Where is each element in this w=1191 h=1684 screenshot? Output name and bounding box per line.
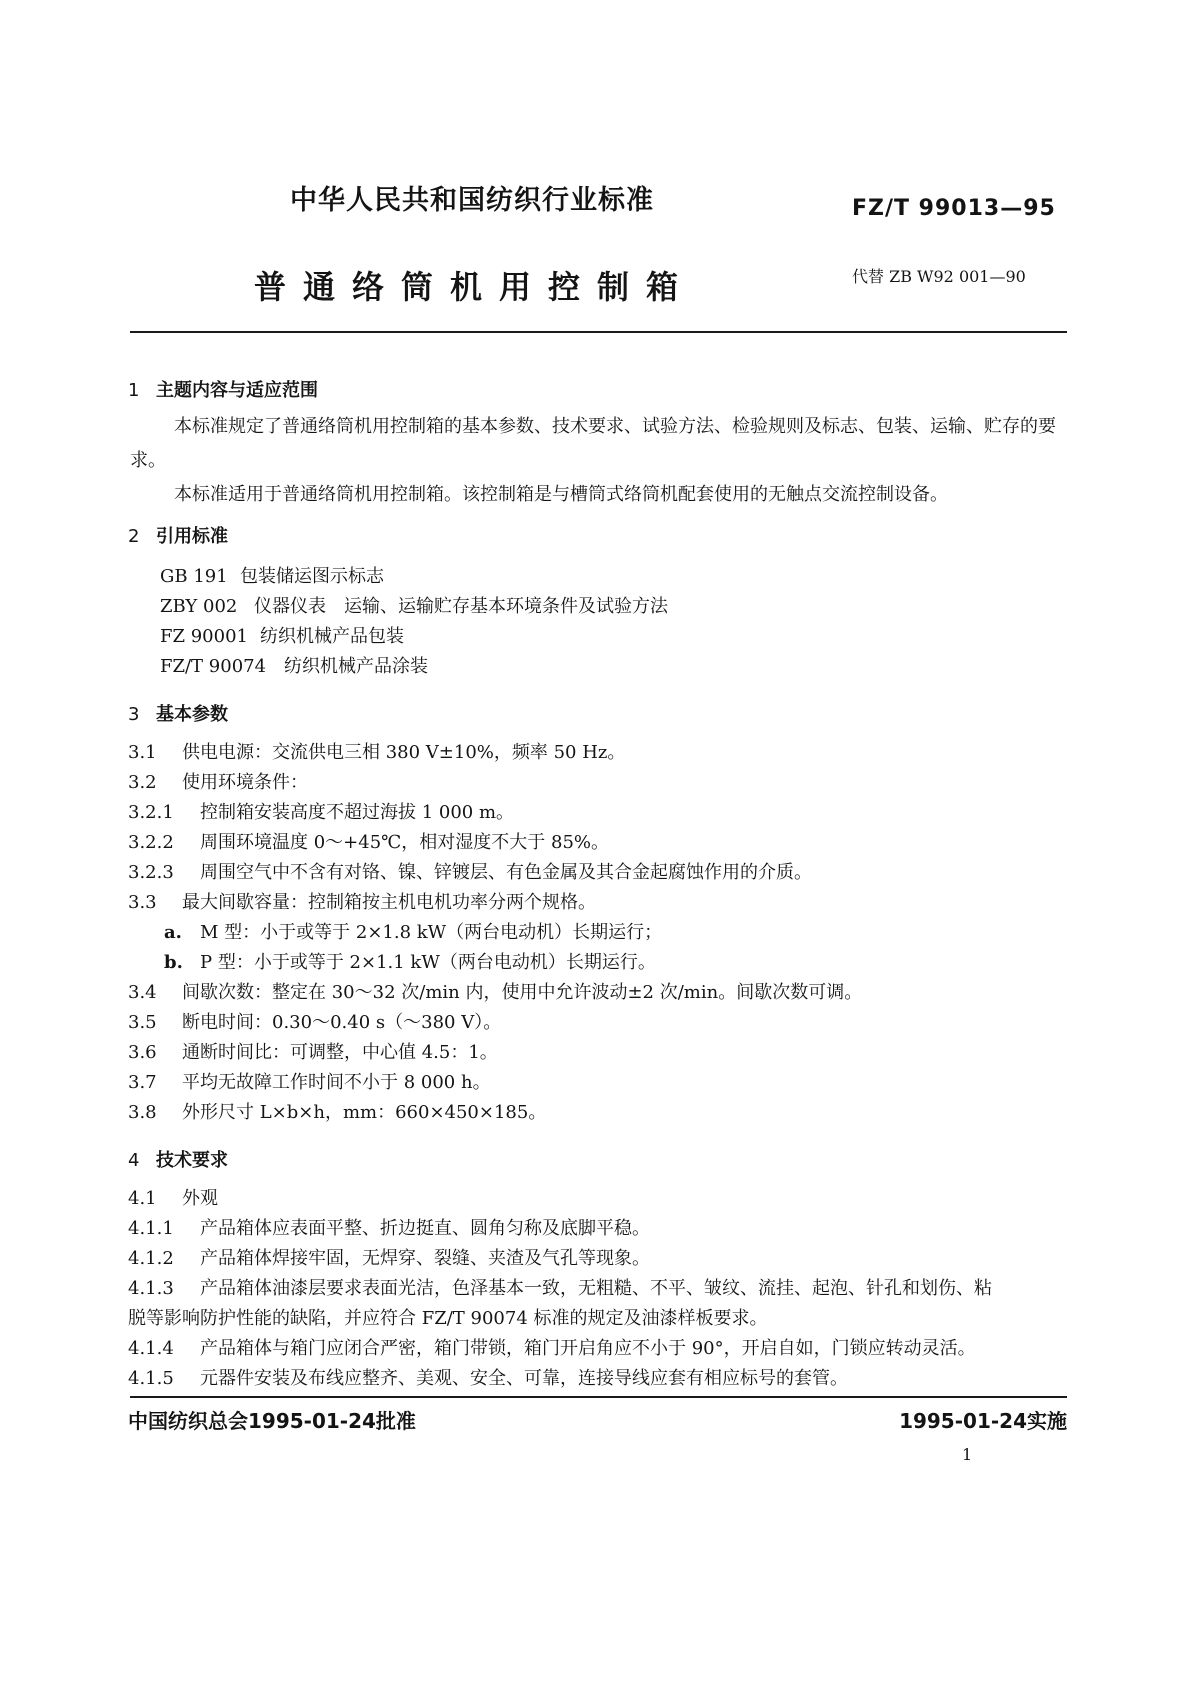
section-3-heading xyxy=(128,700,228,726)
header-rule xyxy=(130,331,1067,333)
clause-number: 4.1.1 xyxy=(128,1218,174,1239)
clause-3-2-1 xyxy=(128,802,514,825)
reference-code: FZ 90001 xyxy=(160,626,248,647)
clause-number: 3.2.1 xyxy=(128,802,174,823)
clause-text: 通断时间比：可调整，中心值 4.5：1。 xyxy=(182,1042,498,1063)
document-title: 普通络筒机用控制箱 xyxy=(254,268,696,306)
reference-name: 纺织机械产品包装 xyxy=(260,626,404,647)
clause-text: 产品箱体焊接牢固，无焊穿、裂缝、夹渣及气孔等现象。 xyxy=(200,1248,650,1269)
clause-number: 3.8 xyxy=(128,1102,157,1123)
clause-number: b. xyxy=(164,952,183,973)
section-number: 1 xyxy=(128,380,140,401)
reference-name: 包装储运图示标志 xyxy=(240,566,384,587)
clause-number: 3.2.3 xyxy=(128,862,174,883)
reference-item xyxy=(160,566,384,589)
clause-text: 周围空气中不含有对铬、镍、锌镀层、有色金属及其合金起腐蚀作用的介质。 xyxy=(200,862,812,883)
section-2-heading xyxy=(128,522,228,548)
clause-text: M 型：小于或等于 2×1.8 kW（两台电动机）长期运行； xyxy=(200,922,663,943)
clause-text: 产品箱体与箱门应闭合严密，箱门带锁，箱门开启角应不小于 90°，开启自如，门锁应转动灵活。 xyxy=(200,1338,976,1359)
section-number: 4 xyxy=(128,1150,140,1171)
clause-3-3 xyxy=(128,892,596,915)
clause-text: 脱等影响防护性能的缺陷，并应符合 FZ/T 90074 标准的规定及油漆样板要求。 xyxy=(128,1308,768,1329)
clause-text: 控制箱安装高度不超过海拔 1 000 m。 xyxy=(200,802,515,823)
clause-3-2-3 xyxy=(128,862,812,885)
clause-3-3-b xyxy=(164,952,656,975)
reference-code: FZ/T 90074 xyxy=(160,656,267,677)
effective-date-statement: 1995-01-24实施 xyxy=(899,1409,1067,1433)
reference-code: GB 191 xyxy=(160,566,228,587)
section-4-heading xyxy=(128,1146,228,1172)
clause-text: 产品箱体油漆层要求表面光洁，色泽基本一致，无粗糙、不平、皱纹、流挂、起泡、针孔和划伤、粘 xyxy=(200,1278,992,1299)
clause-number: a. xyxy=(164,922,182,943)
clause-number: 3.6 xyxy=(128,1042,157,1063)
reference-item xyxy=(160,596,668,619)
clause-number: 3.2 xyxy=(128,772,157,793)
clause-text: 外形尺寸 L×b×h，mm：660×450×185。 xyxy=(182,1102,547,1123)
standard-number: FZ/T 99013—95 xyxy=(852,196,1056,221)
clause-3-3-a xyxy=(164,922,662,945)
clause-number: 4.1.4 xyxy=(128,1338,174,1359)
clause-3-5 xyxy=(128,1012,501,1035)
clause-text: 间歇次数：整定在 30～32 次/min 内，使用中允许波动±2 次/min。间歇次数可调。 xyxy=(182,982,863,1003)
section-title: 技术要求 xyxy=(156,1150,228,1171)
clause-4-1 xyxy=(128,1188,218,1211)
clause-text: 使用环境条件： xyxy=(182,772,308,793)
clause-3-2 xyxy=(128,772,308,795)
clause-text: 供电电源：交流供电三相 380 V±10%，频率 50 Hz。 xyxy=(182,742,626,763)
clause-number: 4.1.5 xyxy=(128,1368,174,1389)
clause-3-6 xyxy=(128,1042,498,1065)
clause-3-2-2 xyxy=(128,832,609,855)
clause-number: 4.1.2 xyxy=(128,1248,174,1269)
clause-number: 3.1 xyxy=(128,742,157,763)
clause-4-1-5 xyxy=(128,1368,848,1391)
approval-statement: 中国纺织总会1995-01-24批准 xyxy=(128,1409,416,1433)
clause-number: 3.5 xyxy=(128,1012,157,1033)
clause-4-1-1 xyxy=(128,1218,650,1241)
clause-3-1 xyxy=(128,742,625,765)
section-number: 2 xyxy=(128,526,140,547)
clause-3-4 xyxy=(128,982,862,1005)
clause-number: 3.2.2 xyxy=(128,832,174,853)
reference-name: 仪器仪表 运输、运输贮存基本环境条件及试验方法 xyxy=(254,596,668,617)
clause-number: 3.7 xyxy=(128,1072,157,1093)
section-1-paragraph-1: 本标准规定了普通络筒机用控制箱的基本参数、技术要求、试验方法、检验规则及标志、包装、运输、贮存的要求。 xyxy=(130,416,1056,471)
clause-number: 3.4 xyxy=(128,982,157,1003)
clause-text: 最大间歇容量：控制箱按主机电机功率分两个规格。 xyxy=(182,892,596,913)
clause-4-1-2 xyxy=(128,1248,650,1271)
reference-name: 纺织机械产品涂装 xyxy=(284,656,428,677)
clause-3-8 xyxy=(128,1102,546,1125)
clause-text: 平均无故障工作时间不小于 8 000 h。 xyxy=(182,1072,491,1093)
clause-number: 4.1 xyxy=(128,1188,157,1209)
clause-text: 外观 xyxy=(182,1188,218,1209)
clause-text: 断电时间：0.30～0.40 s（～380 V）。 xyxy=(182,1012,502,1033)
clause-3-7 xyxy=(128,1072,491,1095)
reference-code: ZBY 002 xyxy=(160,596,238,617)
clause-text: 产品箱体应表面平整、折边挺直、圆角匀称及底脚平稳。 xyxy=(200,1218,650,1239)
clause-4-1-3 xyxy=(128,1278,992,1301)
issuing-body-title: 中华人民共和国纺织行业标准 xyxy=(290,185,654,216)
reference-item xyxy=(160,626,404,649)
reference-item xyxy=(160,656,428,679)
clause-number: 4.1.3 xyxy=(128,1278,174,1299)
footer-rule xyxy=(130,1396,1067,1398)
section-title: 主题内容与适应范围 xyxy=(156,380,318,401)
section-number: 3 xyxy=(128,704,140,725)
replaces-standard: 代替 ZB W92 001—90 xyxy=(852,267,1026,286)
clause-text: P 型：小于或等于 2×1.1 kW（两台电动机）长期运行。 xyxy=(200,952,656,973)
section-1-paragraph-2: 本标准适用于普通络筒机用控制箱。该控制箱是与槽筒式络筒机配套使用的无触点交流控制设备。 xyxy=(174,484,948,505)
clause-text: 元器件安装及布线应整齐、美观、安全、可靠，连接导线应套有相应标号的套管。 xyxy=(200,1368,848,1389)
section-1-heading xyxy=(128,376,318,402)
clause-4-1-3-continued xyxy=(128,1308,768,1331)
section-title: 基本参数 xyxy=(156,704,228,725)
section-title: 引用标准 xyxy=(156,526,228,547)
clause-4-1-4 xyxy=(128,1338,976,1361)
page-number: 1 xyxy=(962,1445,973,1464)
clause-number: 3.3 xyxy=(128,892,157,913)
clause-text: 周围环境温度 0～+45℃，相对湿度不大于 85%。 xyxy=(200,832,610,853)
